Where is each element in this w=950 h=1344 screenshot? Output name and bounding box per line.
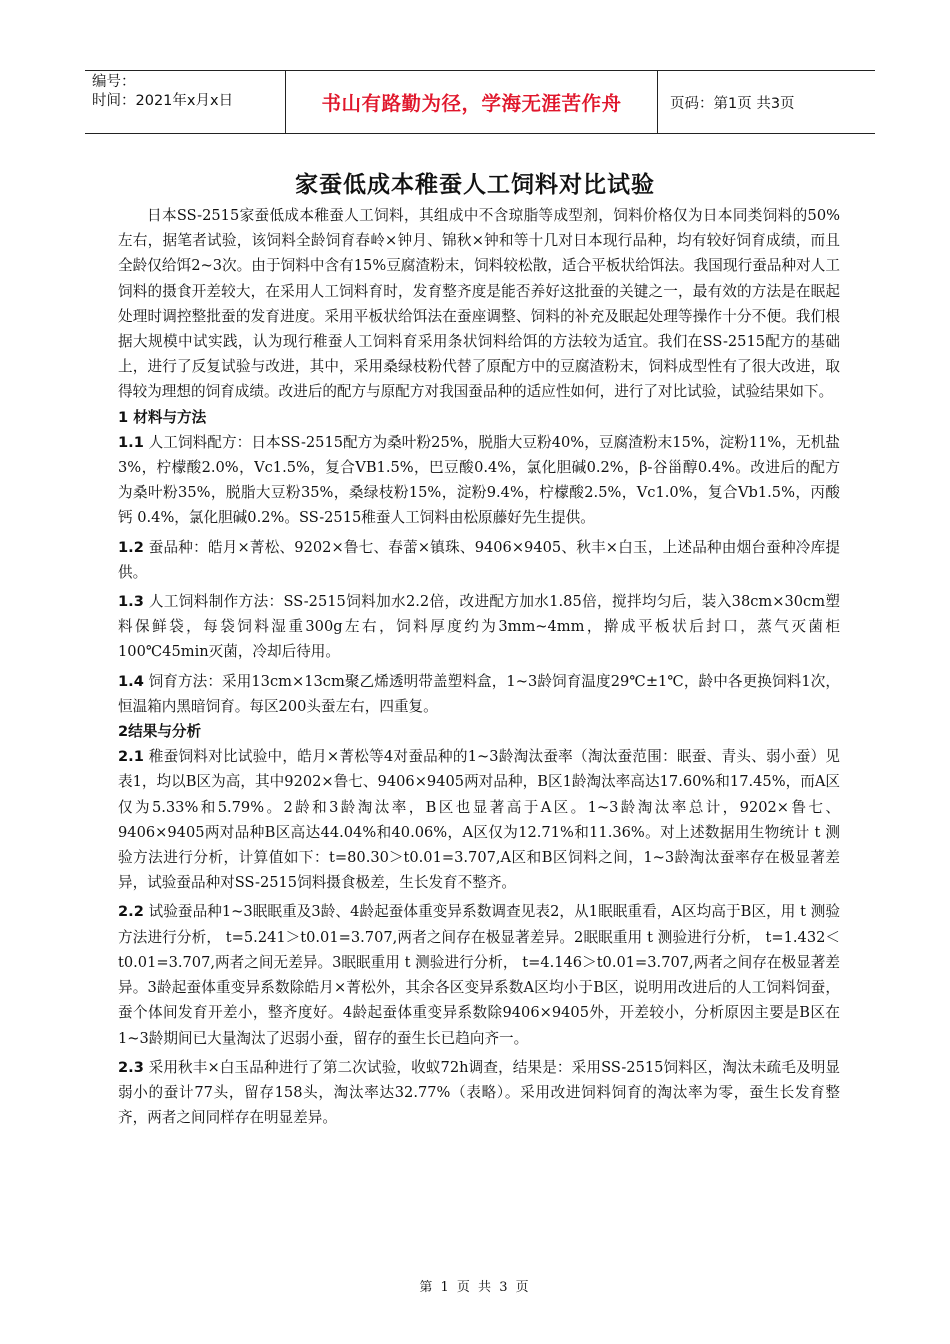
paragraph-number: 2.2 [118, 903, 144, 921]
paragraph-text: 采用秋丰×白玉品种进行了第二次试验，收蚁72h调查，结果是：采用SS-2515饲料区，淘汰未疏毛及明显弱小的蚕计77头，留存158头，淘汰率达32.77%（表略）。采用改进饲料饲育的淘汰率为零，蚕生长发育整齐，两者之间同样存在明显差异。 [118, 1058, 841, 1127]
section-2-heading: 2结果与分析 [118, 723, 202, 741]
paragraph-text: 稚蚕饲料对比试验中，皓月×菁松等4对蚕品种的1~3龄淘汰蚕率（淘汰蚕范围：眠蚕、青头、弱小蚕）见表1，均以B区为高，其中9202×鲁七、9406×9405两对品种，B区1龄淘汰率高达17.60%和17.45%，而A区仅为5.33%和5.79%。2龄和3龄淘汰率，B区也显著高于A区。1~3龄淘汰率总计，9202×鲁七、9406×9405两对品种B区高达44.04%和40.06%，A区仅为12.71%和11.36%。对上述数据用生物统计 t 测验方法进行分析，计算值如下：t=80.30＞t0.01=3.707,A区和B区饲料之间，1~3龄淘汰蚕率存在极显著差异，试验蚕品种对SS-2515饲料摄食极差，生长发育不整齐。 [118, 748, 840, 892]
paragraph-number: 1.2 [118, 538, 144, 556]
paragraph-number: 2.3 [118, 1058, 144, 1076]
paragraph-2-1 [118, 744, 840, 895]
paragraph-text: 人工饲料制作方法：SS-2515饲料加水2.2倍，改进配方加水1.85倍，搅拌均匀后，装入38cm×30cm塑料保鲜袋，每袋饲料湿重300g左右，饲料厚度约为3mm~4mm，擀成平板状后封口，蒸气灭菌柜100℃45min灭菌，冷却后待用。 [118, 593, 841, 661]
paragraph-text: 蚕品种：皓月×菁松、9202×鲁七、春蕾×镇珠、9406×9405、秋丰×白玉，上述品种由烟台蚕种冷库提供。 [118, 538, 840, 581]
paragraph-number: 1.1 [118, 433, 144, 451]
header-table [85, 70, 875, 134]
paragraph-1-1 [118, 430, 840, 531]
section-1-heading: 1 材料与方法 [118, 408, 207, 426]
paragraph-number: 2.1 [118, 748, 144, 766]
paragraph-text: 试验蚕品种1~3眠眠重及3龄、4龄起蚕体重变异系数调查见表2，从1眠眠重看，A区均高于B区，用 t 测验方法进行分析， t=5.241＞t0.01=3.707,两者之间存在极显著差异。2眠眠重用 t 测验进行分析， t=1.432＜t0.01=3.707,两者之间无差异。3眠眠重用 t 测验进行分析， t=4.146＞t0.01=3.707,两者之间存在极显著差异。3龄起蚕体重变异系数除皓月×菁松外，其余各区变异系数A区均小于B区，说明用改进后的人工饲料饲蚕，蚕个体间发育开差小，整齐度好。4龄起蚕体重变异系数除9406×9405外，开差较小，分析原因主要是B区在1~3龄期间已大量淘汰了迟弱小蚕，留存的蚕生长已趋向齐一。 [118, 903, 840, 1047]
time-label: 时间：2021年x月x日 [92, 93, 234, 109]
paragraph-2-3 [118, 1055, 840, 1131]
motto: 书山有路勤为径，学海无涯苦作舟 [286, 71, 658, 133]
page-info: 页码：第1页 共3页 [670, 95, 795, 112]
document-body [118, 203, 840, 1130]
paragraph-1-2 [118, 535, 840, 585]
paragraph-text: 人工饲料配方：日本SS-2515配方为桑叶粉25%，脱脂大豆粉40%，豆腐渣粉末15%，淀粉11%，无机盐3%，柠檬酸2.0%，Vc1.5%，复合VB1.5%，巴豆酸0.4%，氯化胆碱0.2%，β-谷甾醇0.4%。改进后的配方为桑叶粉35%，脱脂大豆粉35%，桑绿枝粉15%，淀粉9.4%，柠檬酸2.5%，Vc1.0%，复合Vb1.5%，丙酸钙 0.4%，氯化胆碱0.2%。SS-2515稚蚕人工饲料由松原藤好先生提供。 [118, 433, 840, 527]
paragraph-1-3 [118, 589, 840, 665]
intro-paragraph: 日本SS-2515家蚕低成本稚蚕人工饲料，其组成中不含琼脂等成型剂，饲料价格仅为日本同类饲料的50%左右，据笔者试验，该饲料全龄饲育春岭×钟月、锦秋×钟和等十几对日本现行品种，均有较好饲育成绩，而且全龄仅给饵2~3次。由于饲料中含有15%豆腐渣粉末，饲料较松散，适合平板状给饵法。我国现行蚕品种对人工饲料的摄食开差较大，在采用人工饲料育时，发育整齐度是能否养好这批蚕的关键之一，最有效的方法是在眠起处理时调控整批蚕的发育进度。采用平板状给饵法在蚕座调整、饲料的补充及眠起处理等操作十分不便。我们根据大规模中试实践，认为现行稚蚕人工饲料育采用条状饲料给饵的方法较为适宜。我们在SS-2515配方的基础上，进行了反复试验与改进，其中，采用桑绿枝粉代替了原配方中的豆腐渣粉末，饲料成型性有了很大改进，取得较为理想的饲育成绩。改进后的配方与原配方对我国蚕品种的适应性如何，进行了对比试验，试验结果如下。 [118, 207, 840, 401]
page-footer: 第 1 页 共 3 页 [419, 1280, 531, 1295]
paragraph-number: 1.3 [118, 593, 144, 611]
header-meta-cell [85, 71, 286, 133]
paragraph-text: 饲育方法：采用13cm×13cm聚乙烯透明带盖塑料盒，1~3龄饲育温度29℃±1℃，龄中各更换饲料1次，恒温箱内黑暗饲育。每区200头蚕左右，四重复。 [118, 672, 840, 715]
document-title: 家蚕低成本稚蚕人工饲料对比试验 [295, 172, 655, 198]
paragraph-number: 1.4 [118, 672, 144, 690]
paragraph-2-2 [118, 899, 840, 1050]
code-label: 编号： [92, 74, 136, 90]
paragraph-1-4 [118, 669, 840, 719]
